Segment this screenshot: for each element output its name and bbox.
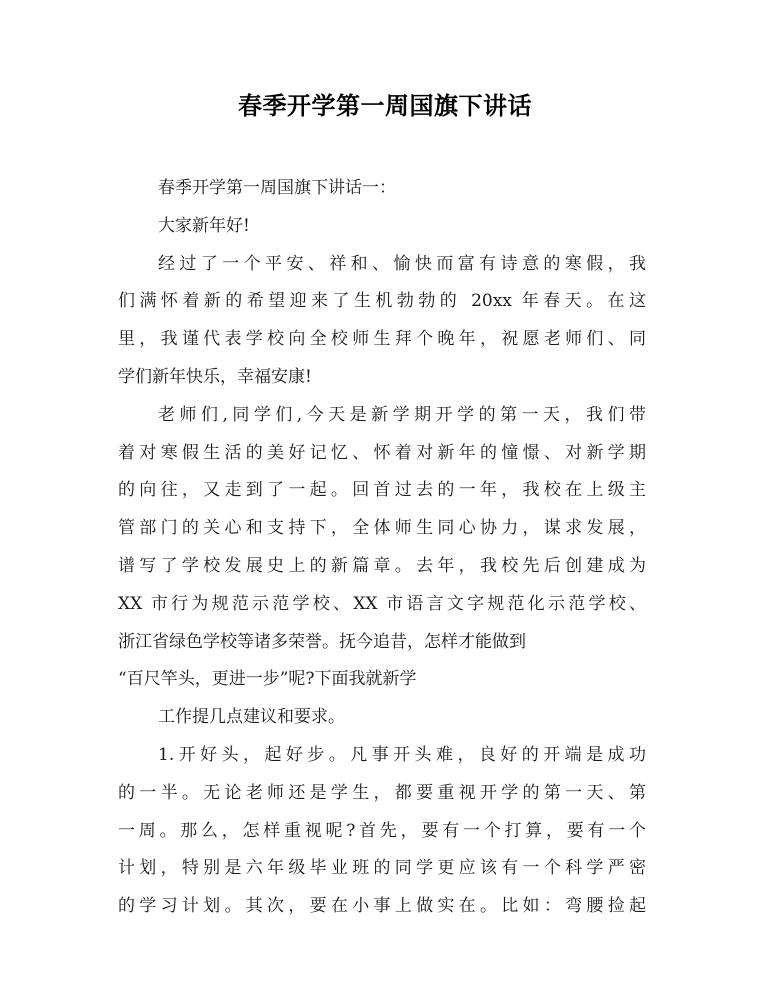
- document-title: 春季开学第一周国旗下讲话: [238, 92, 532, 120]
- text-line: 谱写了学校发展史上的新篇章。去年，我校先后创建成为: [118, 555, 646, 576]
- text-line: 们满怀着新的希望迎来了生机勃勃的 20xx 年春天。在这: [118, 291, 646, 312]
- text-line: 管部门的关心和支持下，全体师生同心协力，谋求发展，: [118, 518, 646, 539]
- text-line: “百尺竿头，更进一步”呢?下面我就新学: [118, 669, 417, 690]
- text-line: 计划，特别是六年级毕业班的同学更应该有一个科学严密: [118, 858, 646, 879]
- text-line: 大家新年好!: [158, 215, 250, 236]
- text-line: 工作提几点建议和要求。: [158, 707, 345, 728]
- text-line: 春季开学第一周国旗下讲话一：: [158, 178, 396, 198]
- text-line: 1.开好头，起好步。凡事开头难，良好的开端是成功: [158, 744, 646, 765]
- text-line: 学们新年快乐，幸福安康!: [118, 366, 312, 387]
- document-body: [118, 170, 646, 926]
- text-line: 的向往，又走到了一起。回首过去的一年，我校在上级主: [118, 480, 646, 501]
- text-line: 浙江省绿色学校等诸多荣誉。抚今追昔，怎样才能做到: [118, 631, 526, 652]
- text-line: 的学习计划。其次，要在小事上做实在。比如：弯腰捡起: [118, 896, 646, 917]
- text-line: 一周。那么，怎样重视呢?首先，要有一个打算，要有一个: [118, 820, 646, 841]
- text-line: 老师们,同学们,今天是新学期开学的第一天，我们带: [158, 404, 646, 425]
- text-line: 的一半。无论老师还是学生，都要重视开学的第一天、第: [118, 782, 646, 803]
- text-line: 里，我谨代表学校向全校师生拜个晚年，祝愿老师们、同: [118, 329, 646, 350]
- text-line: XX 市行为规范示范学校、XX 市语言文字规范化示范学校、: [118, 593, 646, 614]
- text-line: 着对寒假生活的美好记忆、怀着对新年的憧憬、对新学期: [118, 442, 646, 463]
- text-line: 经过了一个平安、祥和、愉快而富有诗意的寒假，我: [158, 253, 646, 274]
